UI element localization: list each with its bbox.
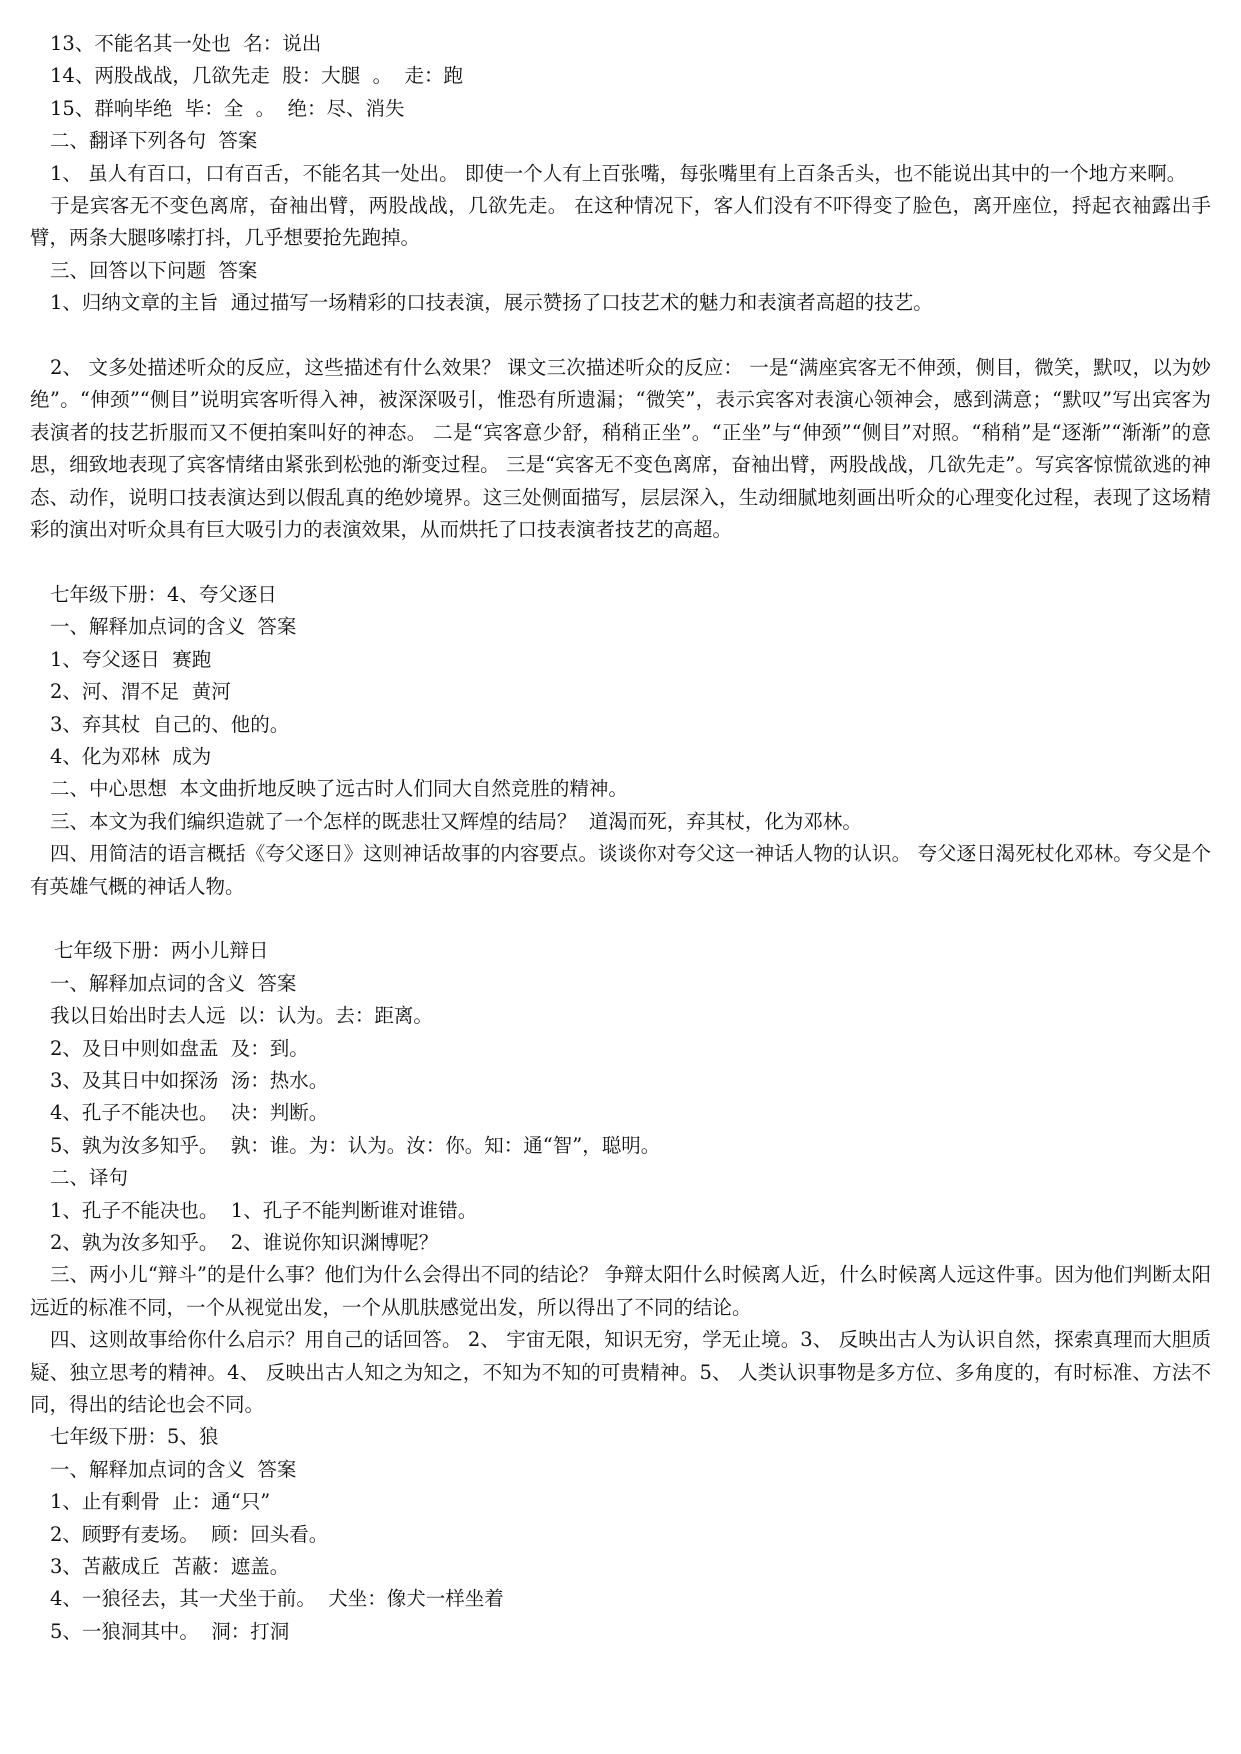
paragraph: 2、 文多处描述听众的反应，这些描述有什么效果？ 课文三次描述听众的反应： 一是“满座宾客无不伸颈，侧目，微笑，默叹，以为妙绝”。“伸颈”“侧目”说明宾客听得入神，被深深吸引，惟恐有所遗漏；“微笑”，表示宾客对表演心领神会，感到满意；“默叹”写出宾客为表演者的技艺折服而又不便拍案叫好的神态。 二是“宾客意少舒，稍稍正坐”。“正坐”与“伸颈”“侧目”对照。“稍稍”是“逐渐”“渐渐”的意思，细致地表现了宾客情绪由紧张到松弛的渐变过程。 三是“宾客无不变色离席，奋袖出臂，两股战战，几欲先走”。写宾客惊慌欲逃的神态、动作，说明口技表演达到以假乱真的绝妙境界。这三处侧面描写，层层深入，生动细腻地刻画出听众的心理变化过程，表现了这场精彩的演出对听众具有巨大吸引力的表演效果，从而烘托了口技表演者技艺的高超。: [30, 356, 1211, 542]
text-line: 1、止有剩骨 止：通“只”: [50, 1490, 271, 1514]
text-line: 14、两股战战，几欲先走 股：大腿 。 走：跑: [50, 64, 464, 88]
paragraph: 于是宾客无不变色离席，奋袖出臂，两股战战，几欲先走。 在这种情况下，客人们没有不吓得变了脸色，离开座位，捋起衣袖露出手臂，两条大腿哆嗦打抖，几乎想要抢先跑掉。: [30, 194, 1211, 250]
text-line: 2、及日中则如盘盂 及：到。: [50, 1036, 309, 1060]
section-heading: 二、翻译下列各句 答案: [50, 129, 258, 153]
text-line: 2、河、渭不足 黄河: [50, 680, 231, 704]
text-line: 3、弃其杖 自己的、他的。: [50, 712, 290, 736]
text-line: 3、及其日中如探汤 汤：热水。: [50, 1068, 329, 1092]
text-line: 4、孔子不能决也。 决：判断。: [50, 1101, 329, 1125]
blank-line: [30, 546, 1211, 578]
chapter-title: 七年级下册：5、狼: [50, 1425, 219, 1449]
chapter-title: 七年级下册：两小儿辩日: [54, 939, 269, 963]
text-line: 13、不能名其一处也 名：说出: [50, 32, 322, 55]
section-heading: 二、中心思想 本文曲折地反映了远古时人们同大自然竞胜的精神。: [50, 777, 628, 801]
text-line: 4、一狼径去，其一犬坐于前。 犬坐：像犬一样坐着: [50, 1587, 504, 1611]
text-line: 5、一狼洞其中。 洞：打洞: [50, 1619, 290, 1643]
text-line: 15、群响毕绝 毕：全 。 绝：尽、消失: [50, 96, 405, 120]
paragraph: 三、两小儿“辩斗”的是什么事？他们为什么会得出不同的结论？ 争辩太阳什么时候离人近，什么时候离人远这件事。因为他们判断太阳远近的标准不同，一个从视觉出发，一个从肌肤感觉出发，所以得出了不同的结论。: [30, 1263, 1211, 1319]
text-line: 1、归纳文章的主旨 通过描写一场精彩的口技表演，展示赞扬了口技艺术的魅力和表演者高超的技艺。: [50, 291, 933, 315]
text-line: 3、苫蔽成丘 苫蔽：遮盖。: [50, 1555, 290, 1579]
text-line: 5、孰为汝多知乎。 孰：谁。为：认为。汝：你。知：通“智”，聪明。: [50, 1133, 661, 1157]
section-heading: 三、本文为我们编织造就了一个怎样的既悲壮又辉煌的结局？ 道渴而死，弃其杖，化为邓林。: [50, 809, 862, 833]
section-heading: 三、回答以下问题 答案: [50, 258, 258, 282]
text-line: 4、化为邓林 成为: [50, 744, 212, 768]
text-line: 我以日始出时去人远 以：认为。去：距离。: [50, 1004, 433, 1028]
blank-line: [30, 903, 1211, 935]
text-line: 2、孰为汝多知乎。 2、谁说你知识渊博呢？: [50, 1230, 439, 1254]
section-heading: 一、解释加点词的含义 答案: [50, 971, 297, 995]
section-heading: 一、解释加点词的含义 答案: [50, 615, 297, 639]
paragraph: 四、这则故事给你什么启示？用自己的话回答。 2、 宇宙无限，知识无穷，学无止境。3、 反映出古人为认识自然，探索真理而大胆质疑、独立思考的精神。4、 反映出古人知之为知之，不知为不知的可贵精神。5、 人类认识事物是多方位、多角度的，有时标准、方法不同，得出的结论也会不同。: [30, 1328, 1211, 1417]
section-heading: 一、解释加点词的含义 答案: [50, 1457, 297, 1481]
blank-line: [30, 320, 1211, 352]
section-heading: 二、译句: [50, 1166, 129, 1190]
paragraph: 四、用简洁的语言概括《夸父逐日》这则神话故事的内容要点。谈谈你对夸父这一神话人物的认识。 夸父逐日渴死杖化邓林。夸父是个有英雄气概的神话人物。: [30, 842, 1211, 898]
text-line: 2、顾野有麦场。 顾：回头看。: [50, 1522, 329, 1546]
paragraph: 1、 虽人有百口，口有百舌，不能名其一处出。 即使一个人有上百张嘴，每张嘴里有上百条舌头，也不能说出其中的一个地方来啊。: [50, 161, 1187, 185]
text-line: 1、夸父逐日 赛跑: [50, 647, 212, 671]
text-line: 1、孔子不能决也。 1、孔子不能判断谁对谁错。: [50, 1198, 478, 1222]
chapter-title: 七年级下册：4、夸父逐日: [50, 582, 277, 606]
